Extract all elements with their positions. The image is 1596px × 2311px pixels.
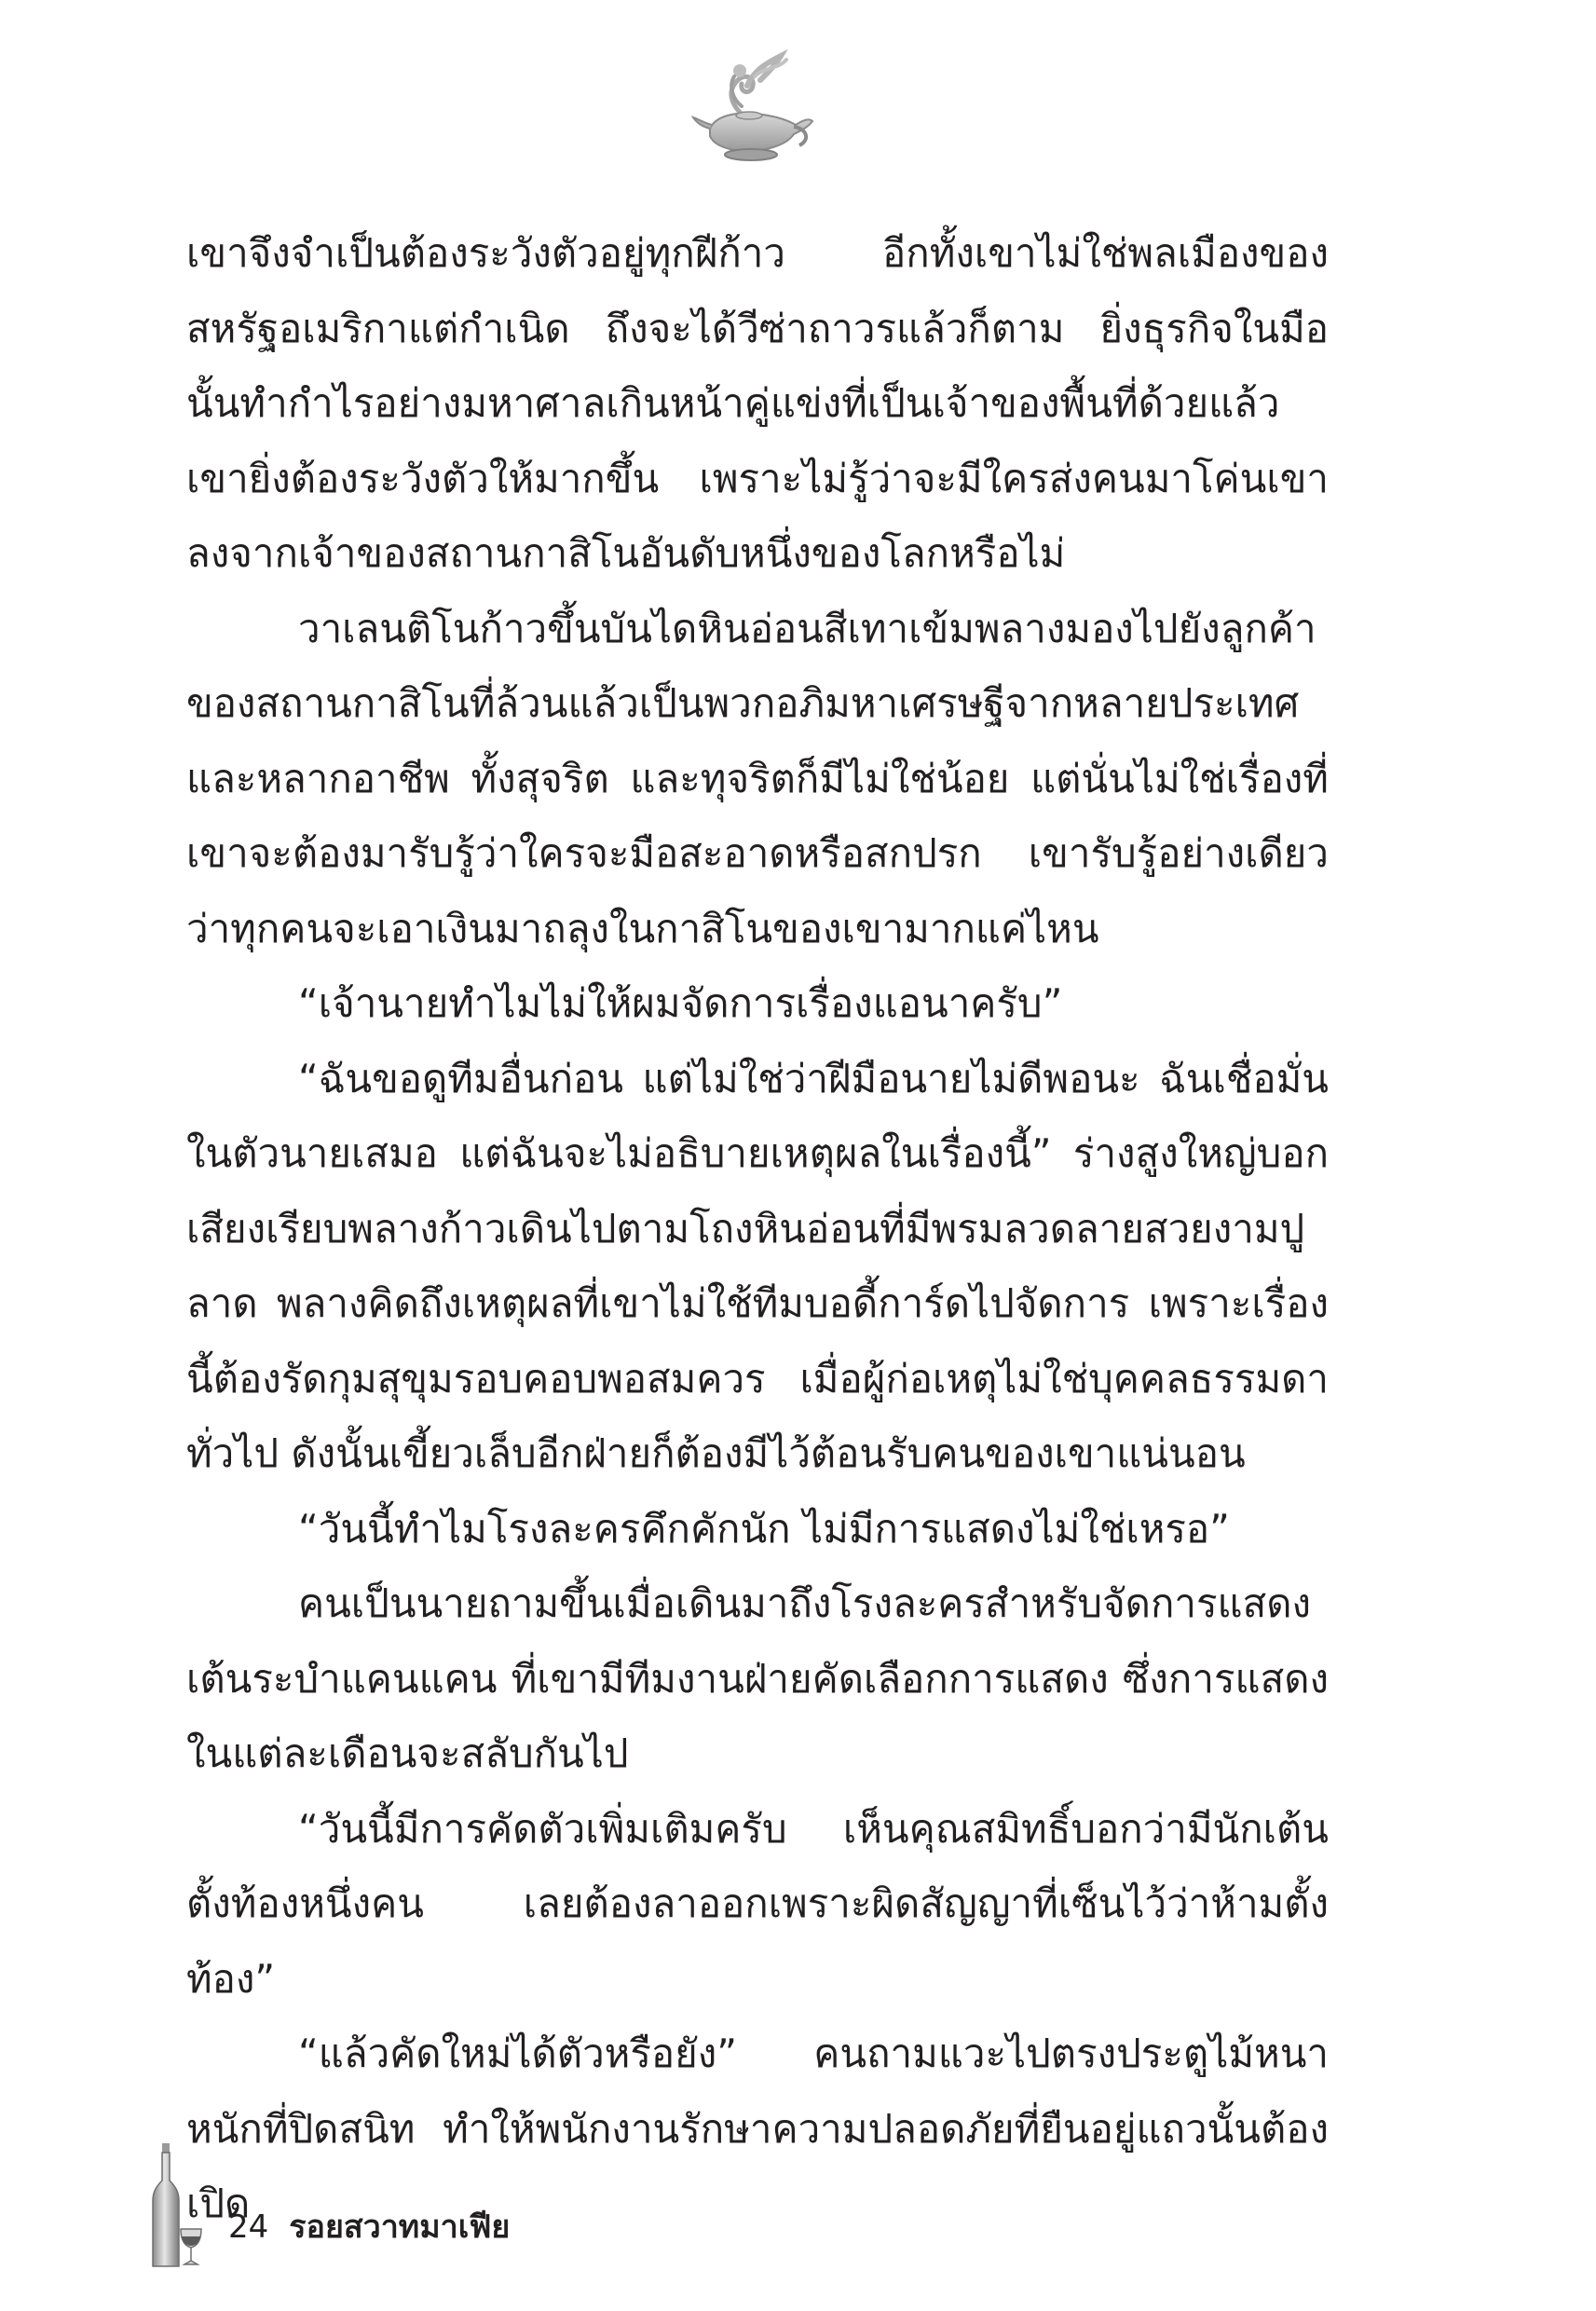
paragraph: “วันนี้มีการคัดตัวเพิ่มเติมครับ เห็นคุณสมิทธิ์บอกว่ามีนักเต้นตั้งท้องหนึ่งคน เลยต้องลาออกเพราะผิดสัญญาที่เซ็นไว้ว่าห้ามตั้งท้อง” [186, 1805, 1329, 2002]
page-footer [149, 2143, 708, 2274]
paragraph: “แล้วคัดใหม่ได้ตัวหรือยัง” คนถามแวะไปตรงประตูไม้หนาหนักที่ปิดสนิท ทำให้พนักงานรักษาความปลอดภัยที่ยืนอยู่แถวนั้นต้องเปิด [186, 2031, 1329, 2226]
page-number: 24 [228, 2208, 269, 2246]
paragraph: “วันนี้ทำไมโรงละครคึกคักนัก ไม่มีการแสดงไม่ใช่เหรอ” [298, 1505, 1230, 1552]
paragraph: “เจ้านายทำไมไม่ให้ผมจัดการเรื่องแอนาครับ” [298, 980, 1063, 1026]
wine-bottle-and-glass-icon [149, 2143, 205, 2274]
body-text [186, 216, 1329, 2242]
paragraph: คนเป็นนายถามขึ้นเมื่อเดินมาถึงโรงละครสำหรับจัดการแสดงเต้นระบำแคนแคน ที่เขามีทีมงานฝ่ายคัดเลือกการแสดง ซึ่งการแสดงในแต่ละเดือนจะสลับกันไป [186, 1580, 1329, 1776]
footer-text [228, 2201, 510, 2251]
genie-lamp-icon [689, 48, 815, 165]
book-title: รอยสวาทมาเฟีย [289, 2208, 511, 2246]
paragraph: “ฉันขอดูทีมอื่นก่อน แต่ไม่ใช่ว่าฝีมือนายไม่ดีพอนะ ฉันเชื่อมั่นในตัวนายเสมอ แต่ฉันจะไม่อธิบายเหตุผลในเรื่องนี้” ร่างสูงใหญ่บอกเสียงเรียบพลางก้าวเดินไปตามโถงหินอ่อนที่มีพรมลวดลายสวยงามปูลาด พลางคิดถึงเหตุผลที่เขาไม่ใช้ทีมบอดี้การ์ดไปจัดการ เพราะเรื่องนี้ต้องรัดกุมสุขุมรอบคอบพอสมควร เมื่อผู้ก่อเหตุไม่ใช่บุคคลธรรมดาทั่วไป ดังนั้นเขี้ยวเล็บอีกฝ่ายก็ต้องมีไว้ต้อนรับคนของเขาแน่นอน [186, 1055, 1329, 1476]
paragraph: เขาจึงจำเป็นต้องระวังตัวอยู่ทุกฝีก้าว อีกทั้งเขาไม่ใช่พลเมืองของสหรัฐอเมริกาแต่กำเนิด ถึงจะได้วีซ่าถาวรแล้วก็ตาม ยิ่งธุรกิจในมือนั้นทำกำไรอย่างมหาศาลเกินหน้าคู่แข่งที่เป็นเจ้าของพื้นที่ด้วยแล้ว เขายิ่งต้องระวังตัวให้มากขึ้น เพราะไม่รู้ว่าจะมีใครส่งคนมาโค่นเขาลงจากเจ้าของสถานกาสิโนอันดับหนึ่งของโลกหรือไม่ [186, 230, 1329, 576]
paragraph: วาเลนติโนก้าวขึ้นบันไดหินอ่อนสีเทาเข้มพลางมองไปยังลูกค้าของสถานกาสิโนที่ล้วนแล้วเป็นพวกอภิมหาเศรษฐีจากหลายประเทศ และหลากอาชีพ ทั้งสุจริต และทุจริตก็มีไม่ใช่น้อย แต่นั่นไม่ใช่เรื่องที่เขาจะต้องมารับรู้ว่าใครจะมือสะอาดหรือสกปรก เขารับรู้อย่างเดียวว่าทุกคนจะเอาเงินมาถลุงในกาสิโนของเขามากแค่ไหน [186, 605, 1329, 951]
